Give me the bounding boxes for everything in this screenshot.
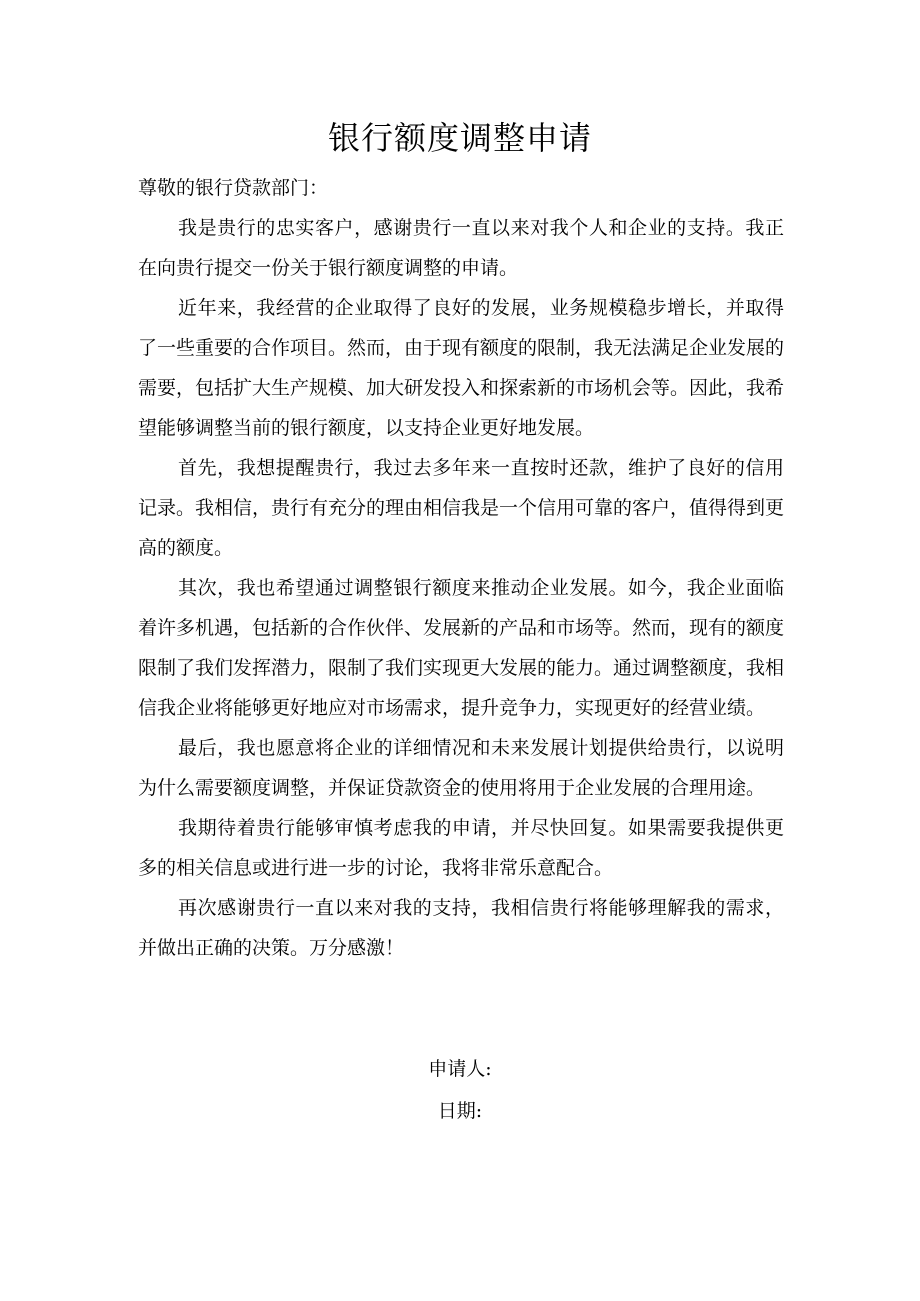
date-label: 日期: [437, 1100, 483, 1122]
applicant-label: 申请人: [428, 1058, 492, 1080]
paragraph-5: 最后，我也愿意将企业的详细情况和未来发展计划提供给贵行，以说明为什么需要额度调整，并保证贷款资金的使用将用于企业发展的合理用途。 [138, 737, 784, 799]
paragraph-6: 我期待着贵行能够审慎考虑我的申请，并尽快回复。如果需要我提供更多的相关信息或进行进一步的讨论，我将非常乐意配合。 [138, 817, 784, 879]
paragraph-4: 其次，我也希望通过调整银行额度来推动企业发展。如今，我企业面临着许多机遇，包括新的合作伙伴、发展新的产品和市场等。然而，现有的额度限制了我们发挥潜力，限制了我们实现更大发展的能力。通过调整额度，我相信我企业将能够更好地应对市场需求，提升竞争力，实现更好的经营业绩。 [138, 577, 785, 719]
paragraph-3: 首先，我想提醒贵行，我过去多年来一直按时还款，维护了良好的信用记录。我相信，贵行有充分的理由相信我是一个信用可靠的客户，值得得到更高的额度。 [138, 457, 785, 559]
salutation: 尊敬的银行贷款部门： [138, 177, 329, 199]
paragraph-1: 我是贵行的忠实客户，感谢贵行一直以来对我个人和企业的支持。我正在向贵行提交一份关于银行额度调整的申请。 [138, 217, 784, 279]
letter-body [138, 168, 784, 968]
document-title: 银行额度调整申请 [327, 119, 592, 157]
paragraph-7: 再次感谢贵行一直以来对我的支持，我相信贵行将能够理解我的需求，并做出正确的决策。万分感激！ [138, 897, 784, 959]
paragraph-2: 近年来，我经营的企业取得了良好的发展，业务规模稳步增长，并取得了一些重要的合作项目。然而，由于现有额度的限制，我无法满足企业发展的需要，包括扩大生产规模、加大研发投入和探索新的市场机会等。因此，我希望能够调整当前的银行额度，以支持企业更好地发展。 [138, 297, 785, 439]
